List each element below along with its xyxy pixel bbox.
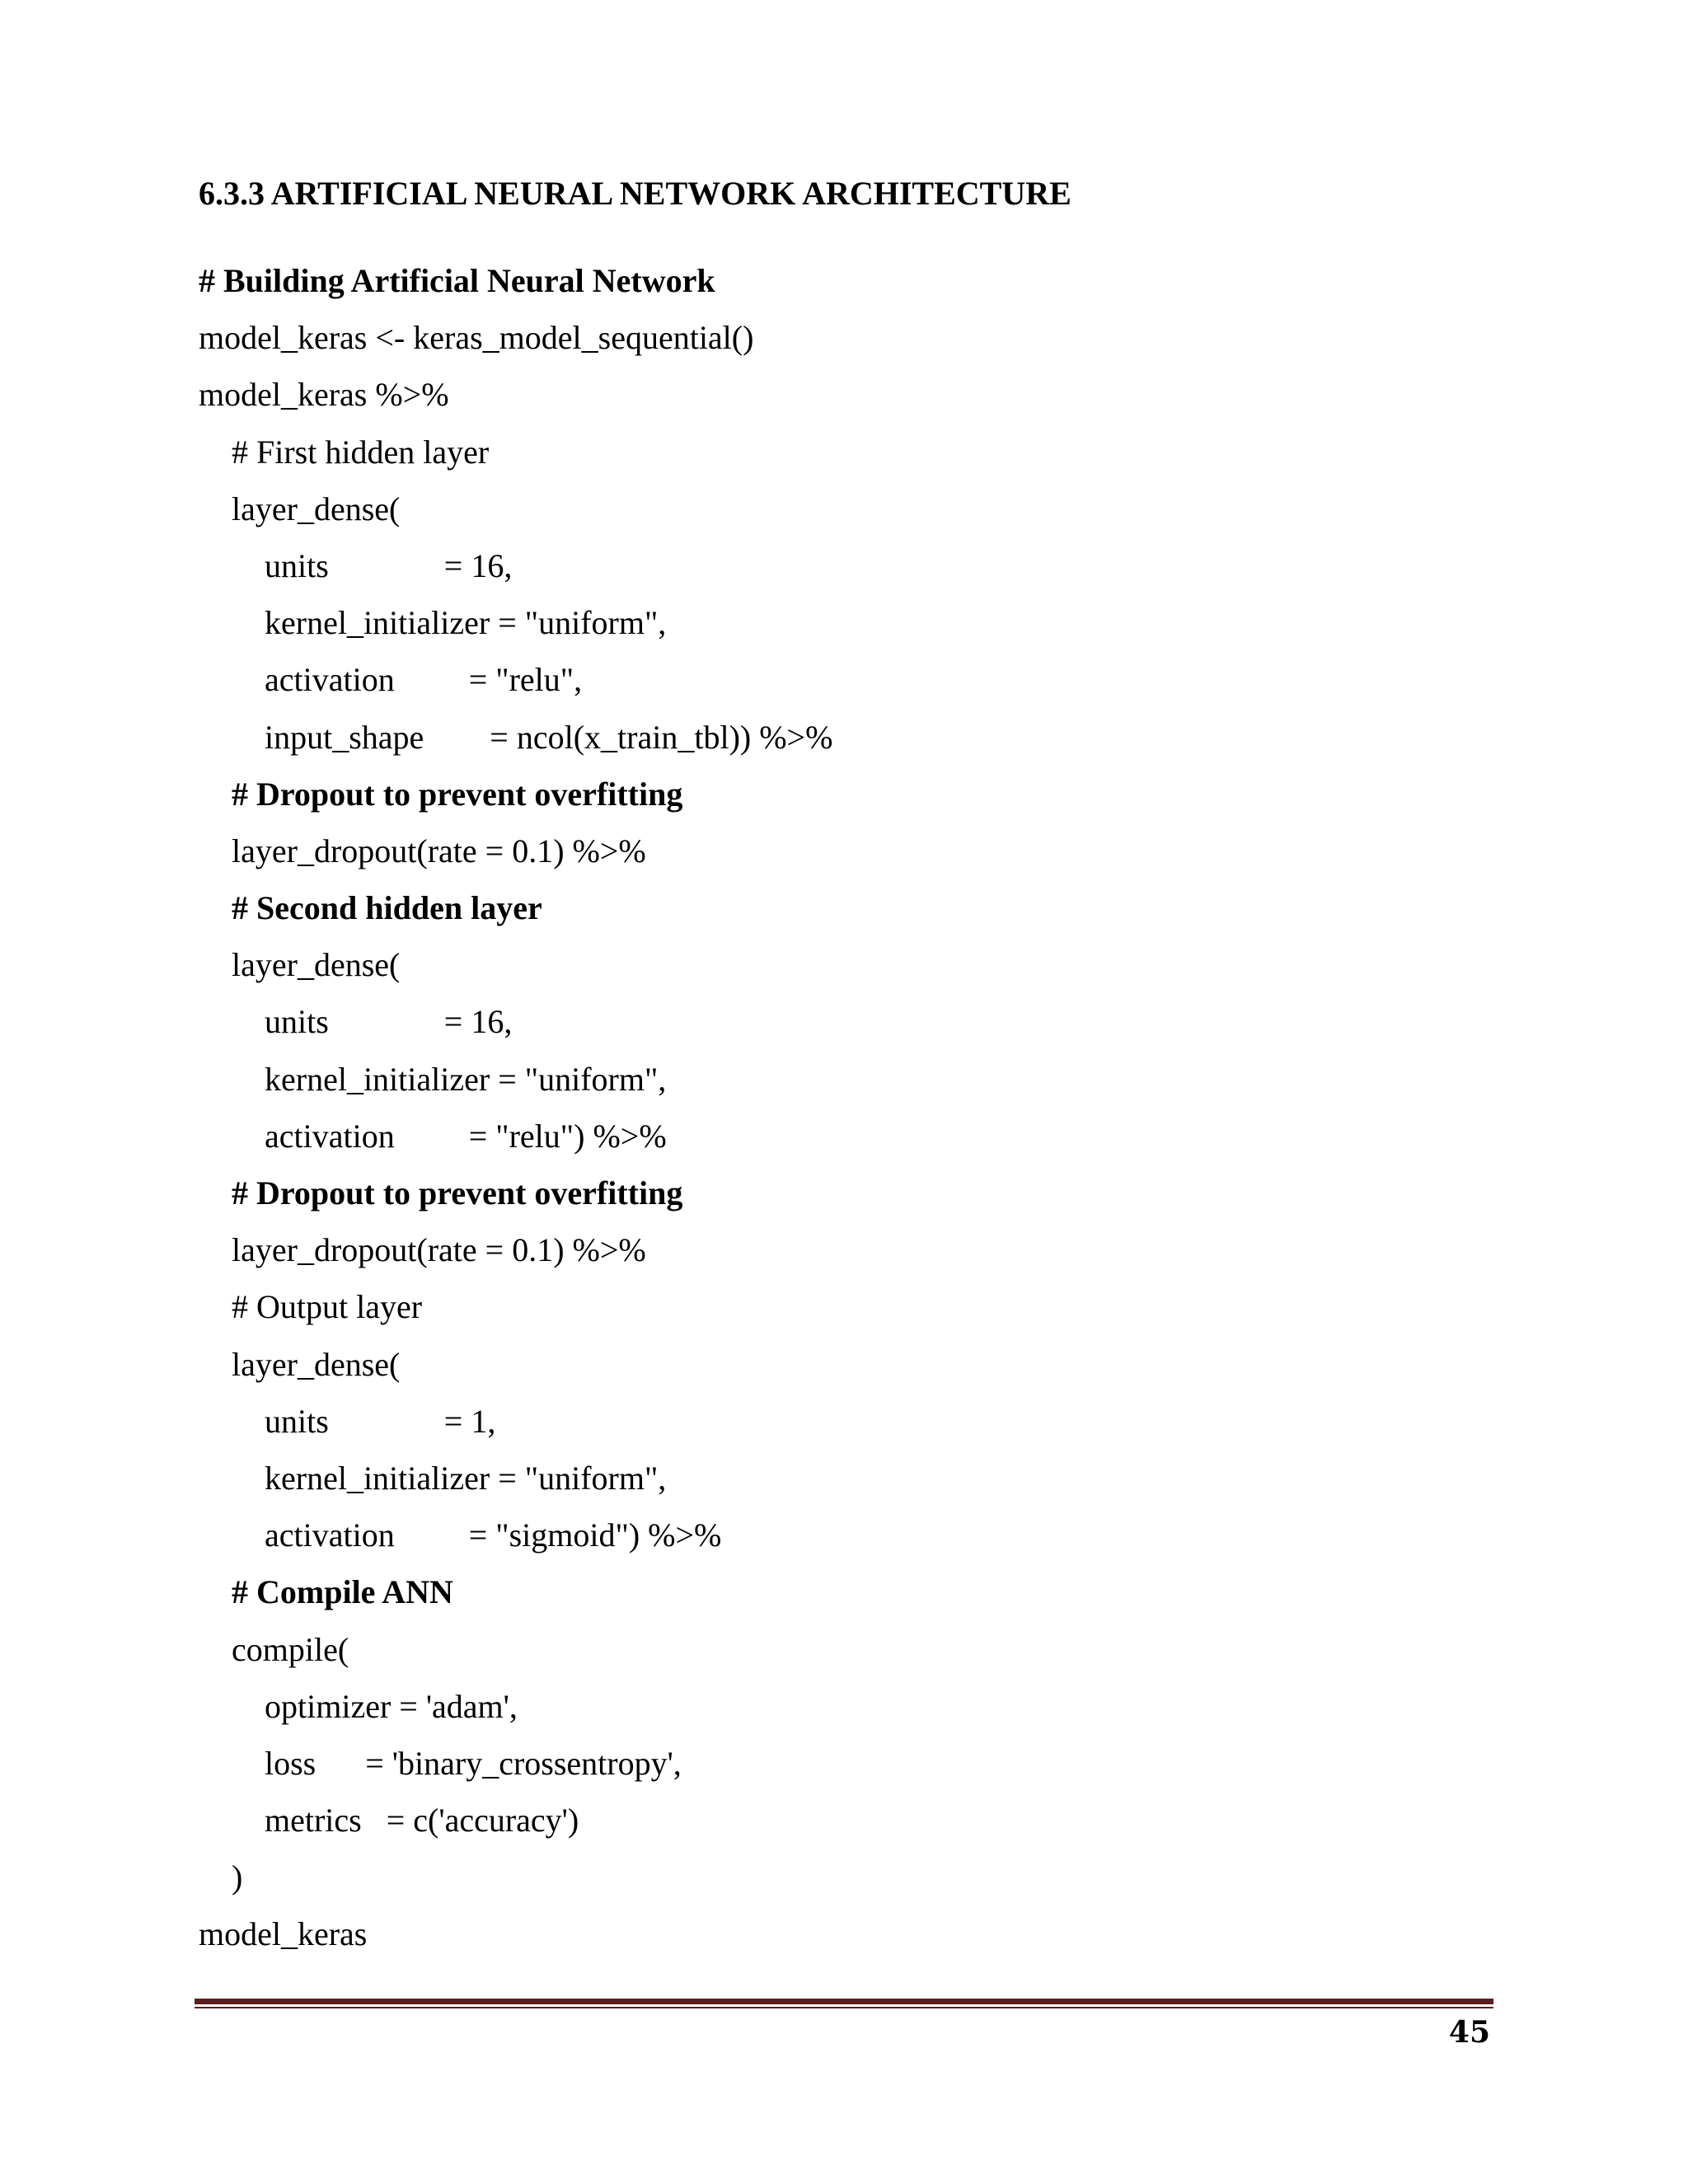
code-line: input_shape = ncol(x_train_tbl)) %>%	[265, 718, 833, 756]
code-line: loss = 'binary_crossentropy',	[265, 1744, 682, 1782]
code-comment-heading: # Building Artificial Neural Network	[199, 262, 715, 299]
code-comment-heading: # Compile ANN	[232, 1573, 453, 1611]
code-line: layer_dropout(rate = 0.1) %>%	[232, 1231, 646, 1269]
code-line: metrics = c('accuracy')	[265, 1802, 579, 1840]
code-line: # First hidden layer	[232, 433, 490, 471]
code-line: layer_dense(	[232, 490, 401, 527]
code-line: activation = "sigmoid") %>%	[265, 1516, 722, 1554]
code-comment-heading: # Dropout to prevent overfitting	[232, 1174, 683, 1212]
section-heading: 6.3.3 ARTIFICIAL NEURAL NETWORK ARCHITECTURE	[199, 175, 1071, 212]
code-line: kernel_initializer = "uniform",	[265, 1459, 667, 1497]
code-line: units = 16,	[265, 1003, 513, 1041]
footer-rule-thin	[195, 2007, 1493, 2008]
code-line: compile(	[232, 1630, 349, 1668]
code-line: # Output layer	[232, 1288, 423, 1326]
code-line: activation = "relu",	[265, 661, 583, 699]
code-line: model_keras <- keras_model_sequential()	[199, 319, 754, 357]
page-number: 45	[1448, 2015, 1490, 2050]
code-line: units = 1,	[265, 1402, 496, 1440]
code-comment-heading: # Second hidden layer	[232, 889, 542, 927]
code-line: model_keras %>%	[199, 376, 449, 414]
code-line: kernel_initializer = "uniform",	[265, 1060, 667, 1098]
code-line: layer_dense(	[232, 946, 401, 984]
code-line: layer_dropout(rate = 0.1) %>%	[232, 832, 646, 869]
code-listing	[199, 260, 1517, 1971]
code-line: layer_dense(	[232, 1345, 401, 1383]
footer-rule	[195, 1999, 1493, 2004]
code-line: )	[232, 1858, 243, 1896]
code-line: model_keras	[199, 1915, 368, 1953]
code-comment-heading: # Dropout to prevent overfitting	[232, 775, 683, 813]
code-line: units = 16,	[265, 546, 513, 584]
code-line: kernel_initializer = "uniform",	[265, 604, 667, 642]
code-line: optimizer = 'adam',	[265, 1687, 518, 1725]
code-line: activation = "relu") %>%	[265, 1117, 667, 1155]
